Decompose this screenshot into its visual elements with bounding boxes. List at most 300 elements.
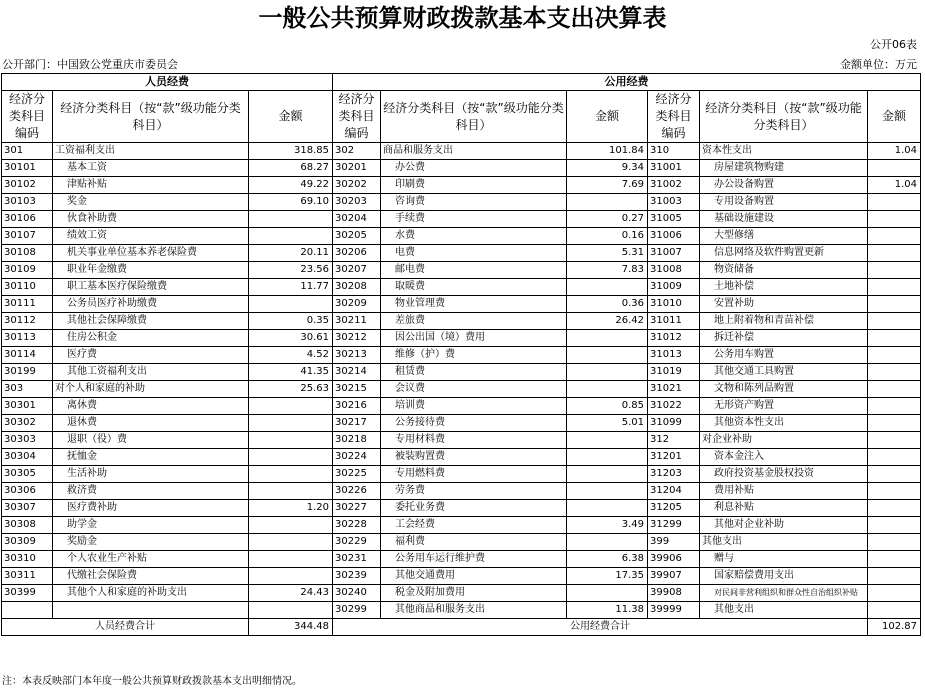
code-cell: 30207: [333, 262, 381, 279]
amount-cell: 17.35: [567, 568, 648, 585]
amount-cell: 1.04: [868, 143, 921, 160]
table-row: [2, 483, 921, 500]
amount-cell: [868, 551, 921, 568]
amount-cell: 24.43: [249, 585, 333, 602]
amount-cell: [567, 279, 648, 296]
code-cell: 30201: [333, 160, 381, 177]
code-cell: 30211: [333, 313, 381, 330]
code-cell: 30302: [2, 415, 53, 432]
header-amount: 金额: [567, 91, 648, 143]
name-cell: 津贴补贴: [53, 177, 249, 194]
amount-cell: 7.83: [567, 262, 648, 279]
code-cell: 30239: [333, 568, 381, 585]
code-cell: 30214: [333, 364, 381, 381]
table-row: [2, 551, 921, 568]
name-cell: 税金及附加费用: [381, 585, 567, 602]
name-cell: 委托业务费: [381, 500, 567, 517]
name-cell: 其他社会保障缴费: [53, 313, 249, 330]
amount-cell: 20.11: [249, 245, 333, 262]
code-cell: 30103: [2, 194, 53, 211]
code-cell: 31002: [648, 177, 700, 194]
code-cell: 30227: [333, 500, 381, 517]
table-row: [2, 517, 921, 534]
amount-cell: [868, 262, 921, 279]
amount-cell: [249, 483, 333, 500]
name-cell: 机关事业单位基本养老保险费: [53, 245, 249, 262]
amount-cell: 0.85: [567, 398, 648, 415]
name-cell: 福利费: [381, 534, 567, 551]
amount-cell: [868, 160, 921, 177]
name-cell: 对民间非营利组织和群众性自治组织补贴: [700, 585, 868, 602]
name-cell: 费用补贴: [700, 483, 868, 500]
code-cell: 30304: [2, 449, 53, 466]
name-cell: 专用设备购置: [700, 194, 868, 211]
header-name: 经济分类科目（按“款”级功能分类科目）: [53, 91, 249, 143]
table-row: [2, 568, 921, 585]
code-cell: 39999: [648, 602, 700, 619]
code-cell: 30310: [2, 551, 53, 568]
amount-cell: [249, 534, 333, 551]
amount-cell: [567, 534, 648, 551]
code-cell: 30209: [333, 296, 381, 313]
name-cell: 其他支出: [700, 602, 868, 619]
code-cell: 30229: [333, 534, 381, 551]
name-cell: 其他交通费用: [381, 568, 567, 585]
amount-cell: [868, 330, 921, 347]
table-row: [2, 585, 921, 602]
code-cell: 30206: [333, 245, 381, 262]
code-cell: 31203: [648, 466, 700, 483]
amount-cell: 3.49: [567, 517, 648, 534]
amount-cell: [567, 449, 648, 466]
header-code: 经济分类科目编码: [333, 91, 381, 143]
amount-cell: [868, 296, 921, 313]
amount-cell: [249, 449, 333, 466]
name-cell: 其他交通工具购置: [700, 364, 868, 381]
name-cell: 劳务费: [381, 483, 567, 500]
section-public: 公用经费: [333, 74, 921, 91]
name-cell: 基本工资: [53, 160, 249, 177]
code-cell: 303: [2, 381, 53, 398]
code-cell: 30111: [2, 296, 53, 313]
amount-cell: 0.35: [249, 313, 333, 330]
personnel-total-label: 人员经费合计: [2, 619, 249, 636]
code-cell: 30107: [2, 228, 53, 245]
name-cell: 工会经费: [381, 517, 567, 534]
code-cell: 39907: [648, 568, 700, 585]
amount-cell: 6.38: [567, 551, 648, 568]
name-cell: 退职（役）费: [53, 432, 249, 449]
code-cell: 30216: [333, 398, 381, 415]
name-cell: 维修（护）费: [381, 347, 567, 364]
name-cell: 生活补助: [53, 466, 249, 483]
table-row: [2, 415, 921, 432]
header-code: 经济分类科目编码: [648, 91, 700, 143]
code-cell: 31299: [648, 517, 700, 534]
amount-cell: [868, 534, 921, 551]
amount-cell: [868, 398, 921, 415]
amount-cell: [567, 466, 648, 483]
code-cell: 30301: [2, 398, 53, 415]
code-cell: 302: [333, 143, 381, 160]
name-cell: 办公设备购置: [700, 177, 868, 194]
name-cell: 职业年金缴费: [53, 262, 249, 279]
code-cell: 31099: [648, 415, 700, 432]
amount-cell: [868, 585, 921, 602]
code-cell: 30112: [2, 313, 53, 330]
amount-cell: [567, 364, 648, 381]
code-cell: 30208: [333, 279, 381, 296]
code-cell: 30101: [2, 160, 53, 177]
code-cell: 30114: [2, 347, 53, 364]
amount-cell: [567, 585, 648, 602]
amount-cell: 4.52: [249, 347, 333, 364]
code-cell: 31001: [648, 160, 700, 177]
code-cell: 30311: [2, 568, 53, 585]
name-cell: 对个人和家庭的补助: [53, 381, 249, 398]
name-cell: [53, 602, 249, 619]
code-cell: 30102: [2, 177, 53, 194]
table-row: [2, 398, 921, 415]
name-cell: 救济费: [53, 483, 249, 500]
name-cell: 租赁费: [381, 364, 567, 381]
code-cell: 30225: [333, 466, 381, 483]
code-cell: 30308: [2, 517, 53, 534]
table-row: [2, 534, 921, 551]
amount-cell: 26.42: [567, 313, 648, 330]
amount-cell: [567, 500, 648, 517]
public-total-label: 公用经费合计: [333, 619, 868, 636]
name-cell: 公务用车购置: [700, 347, 868, 364]
name-cell: 助学金: [53, 517, 249, 534]
name-cell: 公务用车运行维护费: [381, 551, 567, 568]
code-cell: 31005: [648, 211, 700, 228]
code-cell: 31021: [648, 381, 700, 398]
name-cell: 退休费: [53, 415, 249, 432]
code-cell: 31011: [648, 313, 700, 330]
amount-cell: 1.04: [868, 177, 921, 194]
code-cell: 30205: [333, 228, 381, 245]
code-cell: 399: [648, 534, 700, 551]
table-row: [2, 330, 921, 347]
name-cell: 公务员医疗补助缴费: [53, 296, 249, 313]
amount-cell: 23.56: [249, 262, 333, 279]
table-row: [2, 381, 921, 398]
name-cell: 印刷费: [381, 177, 567, 194]
name-cell: 其他对企业补助: [700, 517, 868, 534]
code-cell: 30203: [333, 194, 381, 211]
code-cell: 312: [648, 432, 700, 449]
code-cell: 30299: [333, 602, 381, 619]
code-cell: 31006: [648, 228, 700, 245]
table-row: [2, 347, 921, 364]
name-cell: 职工基本医疗保险缴费: [53, 279, 249, 296]
amount-cell: [249, 432, 333, 449]
name-cell: 离休费: [53, 398, 249, 415]
name-cell: 被装购置费: [381, 449, 567, 466]
table-row: [2, 211, 921, 228]
name-cell: 会议费: [381, 381, 567, 398]
name-cell: 其他工资福利支出: [53, 364, 249, 381]
amount-cell: [249, 568, 333, 585]
code-cell: 30217: [333, 415, 381, 432]
amount-cell: [868, 228, 921, 245]
amount-cell: [567, 347, 648, 364]
amount-cell: [249, 602, 333, 619]
amount-cell: [249, 551, 333, 568]
table-row: [2, 279, 921, 296]
code-cell: 31003: [648, 194, 700, 211]
code-cell: 30199: [2, 364, 53, 381]
table-row: [2, 313, 921, 330]
name-cell: 地上附着物和青苗补偿: [700, 313, 868, 330]
name-cell: 医疗费补助: [53, 500, 249, 517]
name-cell: 利息补贴: [700, 500, 868, 517]
name-cell: 代缴社会保险费: [53, 568, 249, 585]
name-cell: 无形资产购置: [700, 398, 868, 415]
amount-cell: [868, 415, 921, 432]
table-row: [2, 432, 921, 449]
amount-cell: [868, 194, 921, 211]
code-cell: 31019: [648, 364, 700, 381]
expenditure-table: [1, 73, 921, 636]
amount-cell: [868, 466, 921, 483]
name-cell: 其他个人和家庭的补助支出: [53, 585, 249, 602]
code-cell: 30218: [333, 432, 381, 449]
section-header-row: [2, 74, 921, 91]
name-cell: 办公费: [381, 160, 567, 177]
name-cell: 奖励金: [53, 534, 249, 551]
name-cell: 其他支出: [700, 534, 868, 551]
amount-cell: [868, 568, 921, 585]
amount-cell: 5.01: [567, 415, 648, 432]
code-cell: 31205: [648, 500, 700, 517]
name-cell: 其他资本性支出: [700, 415, 868, 432]
code-cell: 310: [648, 143, 700, 160]
amount-cell: [567, 483, 648, 500]
table-row: [2, 500, 921, 517]
header-name: 经济分类科目（按“款”级功能分类科目）: [700, 91, 868, 143]
code-cell: 30306: [2, 483, 53, 500]
amount-cell: 0.27: [567, 211, 648, 228]
section-personnel: 人员经费: [2, 74, 333, 91]
name-cell: 医疗费: [53, 347, 249, 364]
code-cell: 30110: [2, 279, 53, 296]
name-cell: 因公出国（境）费用: [381, 330, 567, 347]
name-cell: 公务接待费: [381, 415, 567, 432]
amount-cell: 5.31: [567, 245, 648, 262]
amount-cell: [868, 347, 921, 364]
code-cell: 30303: [2, 432, 53, 449]
amount-cell: [868, 500, 921, 517]
code-cell: 30305: [2, 466, 53, 483]
table-row: [2, 177, 921, 194]
name-cell: 水费: [381, 228, 567, 245]
amount-cell: 0.16: [567, 228, 648, 245]
name-cell: 工资福利支出: [53, 143, 249, 160]
amount-cell: [868, 517, 921, 534]
amount-cell: [567, 381, 648, 398]
column-header-row: [2, 91, 921, 143]
name-cell: 电费: [381, 245, 567, 262]
name-cell: 咨询费: [381, 194, 567, 211]
code-cell: 30109: [2, 262, 53, 279]
amount-cell: [249, 466, 333, 483]
amount-cell: [249, 228, 333, 245]
name-cell: 奖金: [53, 194, 249, 211]
code-cell: 31009: [648, 279, 700, 296]
amount-cell: 69.10: [249, 194, 333, 211]
amount-cell: 25.63: [249, 381, 333, 398]
amount-cell: [249, 296, 333, 313]
name-cell: 个人农业生产补贴: [53, 551, 249, 568]
name-cell: 房屋建筑物购建: [700, 160, 868, 177]
amount-cell: 11.77: [249, 279, 333, 296]
code-cell: 30309: [2, 534, 53, 551]
amount-cell: 1.20: [249, 500, 333, 517]
name-cell: 安置补助: [700, 296, 868, 313]
table-row: [2, 228, 921, 245]
name-cell: 手续费: [381, 211, 567, 228]
code-cell: 30106: [2, 211, 53, 228]
amount-cell: [868, 245, 921, 262]
amount-cell: [567, 432, 648, 449]
code-cell: 30212: [333, 330, 381, 347]
amount-cell: [868, 432, 921, 449]
name-cell: 专用燃料费: [381, 466, 567, 483]
report-title: 一般公共预算财政拨款基本支出决算表: [258, 3, 667, 32]
code-cell: 30231: [333, 551, 381, 568]
name-cell: 抚恤金: [53, 449, 249, 466]
name-cell: 赠与: [700, 551, 868, 568]
name-cell: 资本性支出: [700, 143, 868, 160]
code-cell: 39908: [648, 585, 700, 602]
name-cell: 物业管理费: [381, 296, 567, 313]
name-cell: 国家赔偿费用支出: [700, 568, 868, 585]
code-cell: 31022: [648, 398, 700, 415]
amount-cell: [868, 211, 921, 228]
name-cell: 土地补偿: [700, 279, 868, 296]
code-cell: 30113: [2, 330, 53, 347]
amount-cell: [249, 211, 333, 228]
header-code: 经济分类科目编码: [2, 91, 53, 143]
header-name: 经济分类科目（按“款”级功能分类科目）: [381, 91, 567, 143]
code-cell: 30240: [333, 585, 381, 602]
totals-row: [2, 619, 921, 636]
public-total-amount: 102.87: [868, 619, 921, 636]
table-row: [2, 449, 921, 466]
amount-cell: 41.35: [249, 364, 333, 381]
table-row: [2, 296, 921, 313]
table-row: [2, 466, 921, 483]
name-cell: 取暖费: [381, 279, 567, 296]
amount-cell: 7.69: [567, 177, 648, 194]
code-cell: 30307: [2, 500, 53, 517]
table-row: [2, 160, 921, 177]
code-cell: 31008: [648, 262, 700, 279]
code-cell: 31013: [648, 347, 700, 364]
name-cell: 商品和服务支出: [381, 143, 567, 160]
name-cell: 对企业补助: [700, 432, 868, 449]
code-cell: 30228: [333, 517, 381, 534]
table-row: [2, 364, 921, 381]
amount-cell: [868, 449, 921, 466]
code-cell: 31204: [648, 483, 700, 500]
code-cell: 30213: [333, 347, 381, 364]
amount-cell: [868, 313, 921, 330]
amount-cell: 68.27: [249, 160, 333, 177]
amount-cell: [249, 517, 333, 534]
amount-cell: 0.36: [567, 296, 648, 313]
header-amount: 金额: [249, 91, 333, 143]
code-cell: 30202: [333, 177, 381, 194]
code-cell: 30108: [2, 245, 53, 262]
code-cell: 30204: [333, 211, 381, 228]
table-note: 注：本表反映部门本年度一般公共预算财政拨款基本支出明细情况。: [2, 676, 302, 687]
code-cell: 31201: [648, 449, 700, 466]
code-cell: 31010: [648, 296, 700, 313]
name-cell: 政府投资基金股权投资: [700, 466, 868, 483]
name-cell: 专用材料费: [381, 432, 567, 449]
amount-unit-label: 金额单位：万元: [840, 58, 917, 71]
name-cell: 信息网络及软件购置更新: [700, 245, 868, 262]
table-row: [2, 602, 921, 619]
amount-cell: [868, 602, 921, 619]
table-row: [2, 245, 921, 262]
name-cell: 住房公积金: [53, 330, 249, 347]
code-cell: [2, 602, 53, 619]
amount-cell: [868, 483, 921, 500]
name-cell: 资本金注入: [700, 449, 868, 466]
header-amount: 金额: [868, 91, 921, 143]
amount-cell: [868, 364, 921, 381]
name-cell: 大型修缮: [700, 228, 868, 245]
amount-cell: [249, 398, 333, 415]
name-cell: 培训费: [381, 398, 567, 415]
name-cell: 邮电费: [381, 262, 567, 279]
name-cell: 拆迁补偿: [700, 330, 868, 347]
table-row: [2, 262, 921, 279]
personnel-total-amount: 344.48: [249, 619, 333, 636]
amount-cell: 101.84: [567, 143, 648, 160]
amount-cell: [567, 194, 648, 211]
amount-cell: 9.34: [567, 160, 648, 177]
amount-cell: 30.61: [249, 330, 333, 347]
amount-cell: [868, 279, 921, 296]
code-cell: 39906: [648, 551, 700, 568]
table-row: [2, 194, 921, 211]
code-cell: 30215: [333, 381, 381, 398]
name-cell: 文物和陈列品购置: [700, 381, 868, 398]
code-cell: 30226: [333, 483, 381, 500]
name-cell: 绩效工资: [53, 228, 249, 245]
name-cell: 其他商品和服务支出: [381, 602, 567, 619]
code-cell: 30399: [2, 585, 53, 602]
code-cell: 30224: [333, 449, 381, 466]
amount-cell: [868, 381, 921, 398]
amount-cell: 11.38: [567, 602, 648, 619]
code-cell: 301: [2, 143, 53, 160]
department-label: 公开部门：中国致公党重庆市委员会: [2, 58, 178, 71]
table-row: [2, 143, 921, 160]
amount-cell: [249, 415, 333, 432]
name-cell: 差旅费: [381, 313, 567, 330]
amount-cell: 49.22: [249, 177, 333, 194]
name-cell: 基础设施建设: [700, 211, 868, 228]
name-cell: 伙食补助费: [53, 211, 249, 228]
form-number: 公开06表: [870, 38, 917, 51]
name-cell: 物资储备: [700, 262, 868, 279]
